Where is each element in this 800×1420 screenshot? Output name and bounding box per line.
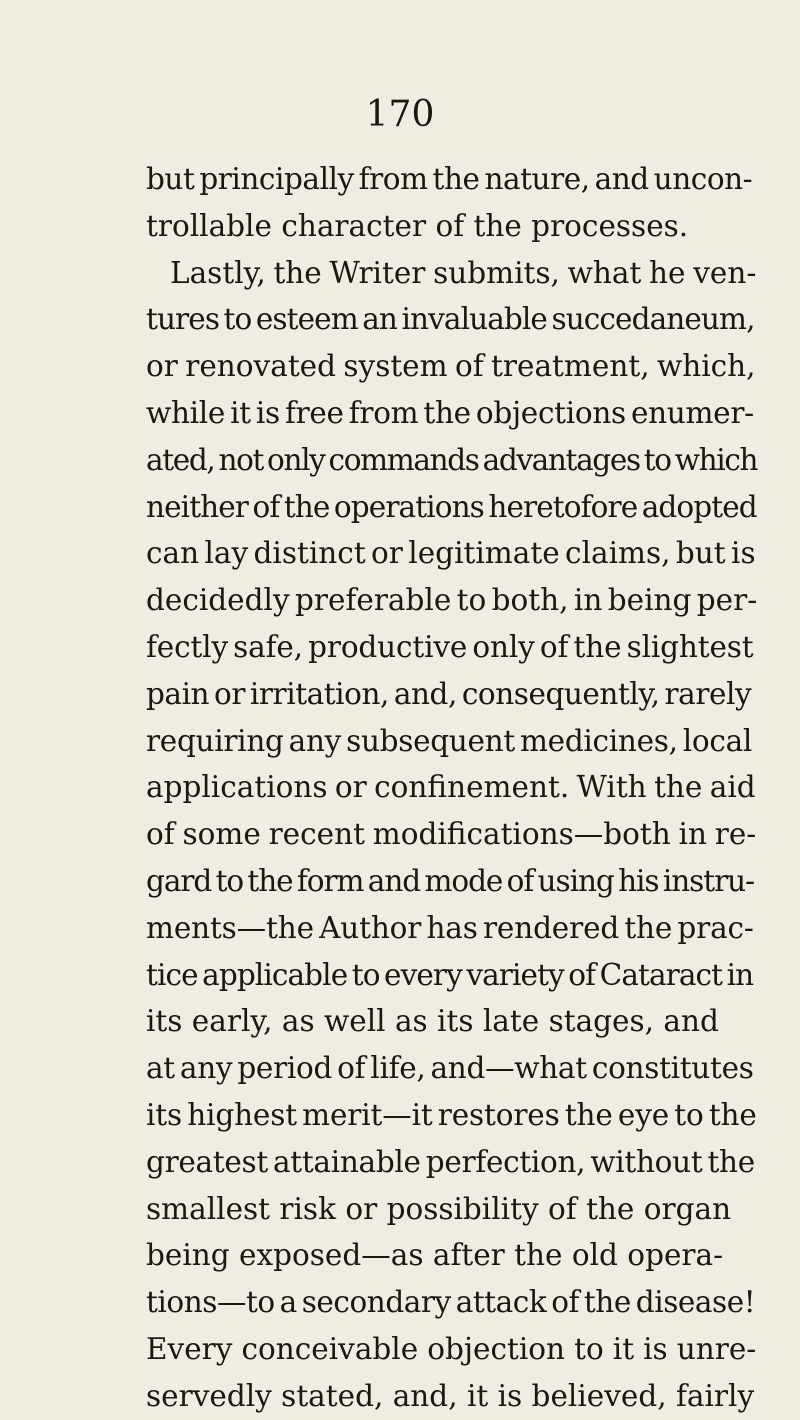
text-line: its highest merit—it restores the eye to the <box>146 1097 757 1132</box>
text-line: ated, not only commands advantages to which <box>146 442 758 477</box>
text-line: gard to the form and mode of using his instru- <box>146 863 754 898</box>
text-line: tice applicable to every variety of Cataract in <box>146 957 754 992</box>
text-line: fectly safe, productive only of the slightest <box>146 629 754 664</box>
text-line: requiring any subsequent medicines, local <box>146 723 752 758</box>
text-line: while it is free from the objections enumer- <box>146 395 754 430</box>
text-line: of some recent modifications—both in re- <box>146 817 757 852</box>
text-line: smallest risk or possibility of the organ <box>146 1191 732 1226</box>
text-line: decidedly preferable to both, in being per- <box>146 583 758 618</box>
text-line: Every conceivable objection to it is unre- <box>146 1331 757 1366</box>
text-line: but principally from the nature, and uncon- <box>146 162 753 196</box>
body-text <box>146 156 756 1420</box>
text-line: being exposed—as after the old opera- <box>146 1238 724 1273</box>
text-line: ments—the Author has rendered the prac- <box>146 910 754 945</box>
text-line: tions—to a secondary attack of the disease! <box>146 1285 756 1320</box>
text-line: or renovated system of treatment, which, <box>146 349 756 384</box>
text-line: tures to esteem an invaluable succedaneum, <box>146 302 755 337</box>
text-line: can lay distinct or legitimate claims, but is <box>146 536 756 571</box>
text-line: at any period of life, and—what constitutes <box>146 1051 754 1086</box>
text-line: greatest attainable perfection, without the <box>146 1144 755 1179</box>
text-line: pain or irritation, and, consequently, rarely <box>146 676 752 711</box>
text-line: Lastly, the Writer submits, what he ven- <box>170 255 757 290</box>
page-number: 170 <box>365 94 435 135</box>
text-line: applications or confinement. With the aid <box>146 770 756 805</box>
text-line: servedly stated, and, it is believed, fairly <box>146 1378 755 1413</box>
text-line: neither of the operations heretofore adopted <box>146 489 757 524</box>
text-line: its early, as well as its late stages, and <box>146 1004 719 1039</box>
text-line: trollable character of the processes. <box>146 208 689 243</box>
